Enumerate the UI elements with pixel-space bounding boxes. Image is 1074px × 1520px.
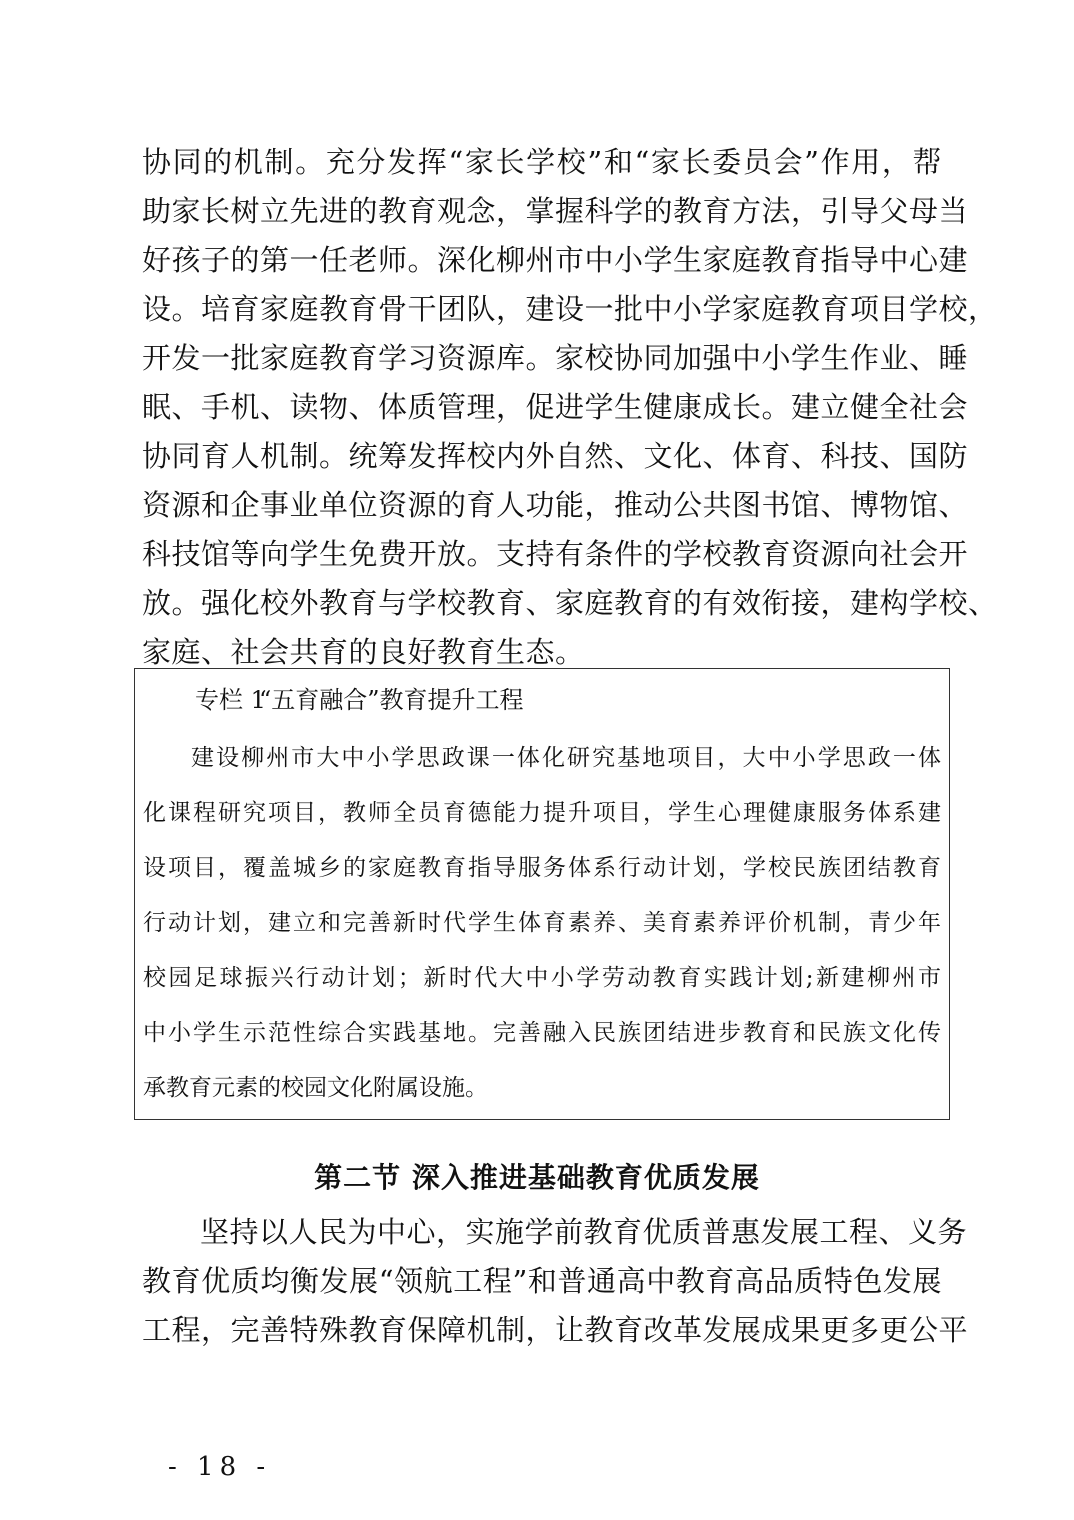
section-heading: 第二节 深入推进基础教育优质发展 [314,1161,760,1194]
text-line: 坚持以人民为中心，实施学前教育优质普惠发展工程、义务 [200,1215,968,1249]
text-line: 教育优质均衡发展“领航工程”和普通高中教育高品质特色发展 [142,1264,942,1298]
text-line: 好孩子的第一任老师。深化柳州市中小学生家庭教育指导中心建 [142,243,969,277]
box-text-line: 校园足球振兴行动计划；新时代大中小学劳动教育实践计划;新建柳州市 [143,965,941,991]
page-number: - 18 - [168,1452,272,1482]
box-text-line: 中小学生示范性综合实践基地。完善融入民族团结进步教育和民族文化传 [143,1020,941,1046]
column-box [134,668,950,1120]
text-line: 家庭、社会共育的良好教育生态。 [142,635,585,669]
text-line: 资源和企事业单位资源的育人功能，推动公共图书馆、博物馆、 [142,488,969,522]
box-text-line: 行动计划，建立和完善新时代学生体育素养、美育素养评价机制，青少年 [143,910,941,936]
text-line: 眠、手机、读物、体质管理，促进学生健康成长。建立健全社会 [142,390,969,424]
column-box-body [143,731,941,1116]
box-text-line: 化课程研究项目，教师全员育德能力提升项目，学生心理健康服务体系建 [143,800,941,826]
paragraph-basic-education [142,1208,969,1355]
text-line: 开发一批家庭教育学习资源库。家校协同加强中小学生作业、睡 [142,341,969,375]
box-text-line: 建设柳州市大中小学思政课一体化研究基地项目，大中小学思政一体 [191,745,941,771]
text-line: 设。培育家庭教育骨干团队，建设一批中小学家庭教育项目学校， [142,292,998,326]
column-box-label: 专栏 1 [195,686,266,714]
box-text-line: 设项目，覆盖城乡的家庭教育指导服务体系行动计划，学校民族团结教育 [143,855,941,881]
box-text-line: 承教育元素的校园文化附属设施。 [143,1075,488,1101]
text-line: 工程，完善特殊教育保障机制，让教育改革发展成果更多更公平 [142,1313,969,1347]
text-line: 协同的机制。充分发挥“家长学校”和“家长委员会”作用，帮 [142,145,942,179]
paragraph-family-school-community [142,138,998,677]
column-box-title [195,683,524,717]
text-line: 协同育人机制。统筹发挥校内外自然、文化、体育、科技、国防 [142,439,969,473]
text-line: 科技馆等向学生免费开放。支持有条件的学校教育资源向社会开 [142,537,969,571]
text-line: 放。强化校外教育与学校教育、家庭教育的有效衔接，建构学校、 [142,586,998,620]
column-box-heading: “五育融合”教育提升工程 [259,686,524,714]
text-line: 助家长树立先进的教育观念，掌握科学的教育方法，引导父母当 [142,194,969,228]
